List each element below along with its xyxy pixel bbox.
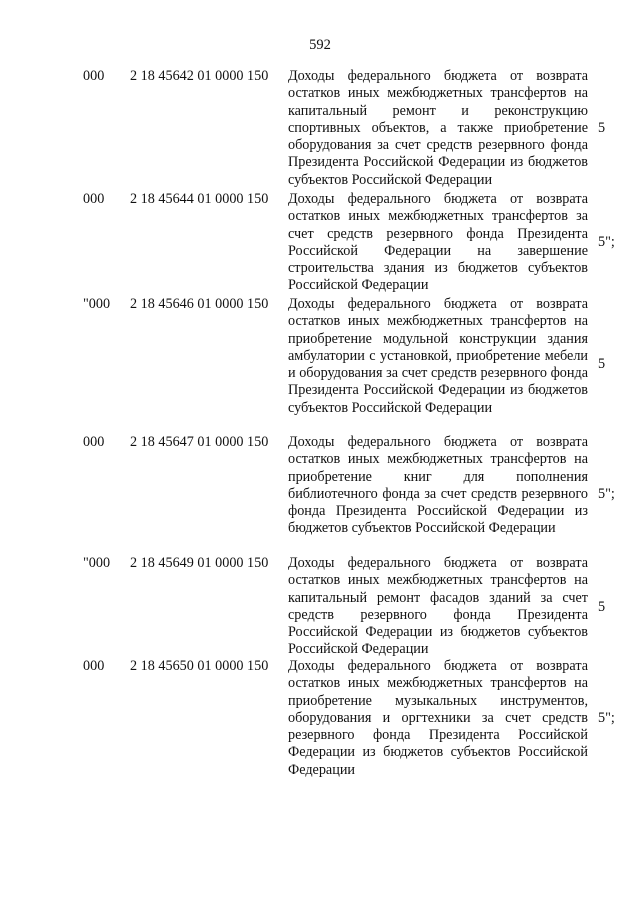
row-description: Доходы федерального бюджета от возврата остатков иных межбюджетных трансфертов за счет средств резервного фонда Президента Российской Федерации на завершение строительства здания из бюджетов субъектов Российской Федерации xyxy=(288,191,588,294)
row-amount: 5 xyxy=(598,356,606,372)
row-amount: 5"; xyxy=(598,234,615,250)
row-prefix: 000 xyxy=(83,658,105,674)
row-amount: 5"; xyxy=(598,486,615,502)
row-description: Доходы федерального бюджета от возврата остатков иных межбюджетных трансфертов на приобретение музыкальных инструментов, оборудования и оргтехники за счет средств резервного фонда Президента Российской Федерации из бюджетов субъектов Российской Федерации xyxy=(288,658,588,778)
row-code: 2 18 45642 01 0000 150 xyxy=(130,68,269,84)
row-description: Доходы федерального бюджета от возврата остатков иных межбюджетных трансфертов на приобретение модульной конструкции здания амбулатории с установкой, приобретение мебели и оборудования за счет средств резервного фонда Президента Российской Федерации из бюджетов субъектов Российской Федерации xyxy=(288,296,588,416)
row-code: 2 18 45647 01 0000 150 xyxy=(130,434,269,450)
row-amount: 5"; xyxy=(598,710,615,726)
row-prefix: 000 xyxy=(83,68,105,84)
row-description: Доходы федерального бюджета от возврата остатков иных межбюджетных трансфертов на капитальный ремонт и реконструкцию спортивных объектов, а также приобретение оборудования за счет средств резервного фонда Президента Российской Федерации из бюджетов субъектов Российской Федерации xyxy=(288,68,588,188)
page-number: 592 xyxy=(309,37,331,53)
row-prefix: 000 xyxy=(83,191,105,207)
row-code: 2 18 45646 01 0000 150 xyxy=(130,296,269,312)
row-prefix: "000 xyxy=(83,296,111,312)
row-amount: 5 xyxy=(598,599,606,615)
row-code: 2 18 45644 01 0000 150 xyxy=(130,191,269,207)
row-description: Доходы федерального бюджета от возврата остатков иных межбюджетных трансфертов на капитальный ремонт фасадов зданий за счет средств резервного фонда Президента Российской Федерации из бюджетов субъектов Российской Федерации xyxy=(288,555,588,658)
row-amount: 5 xyxy=(598,120,606,136)
row-code: 2 18 45650 01 0000 150 xyxy=(130,658,269,674)
row-prefix: 000 xyxy=(83,434,105,450)
row-description: Доходы федерального бюджета от возврата остатков иных межбюджетных трансфертов на приобретение книг для пополнения библиотечного фонда за счет средств резервного фонда Президента Российской Федерации из бюджетов субъектов Российской Федерации xyxy=(288,434,588,537)
row-prefix: "000 xyxy=(83,555,111,571)
row-code: 2 18 45649 01 0000 150 xyxy=(130,555,269,571)
